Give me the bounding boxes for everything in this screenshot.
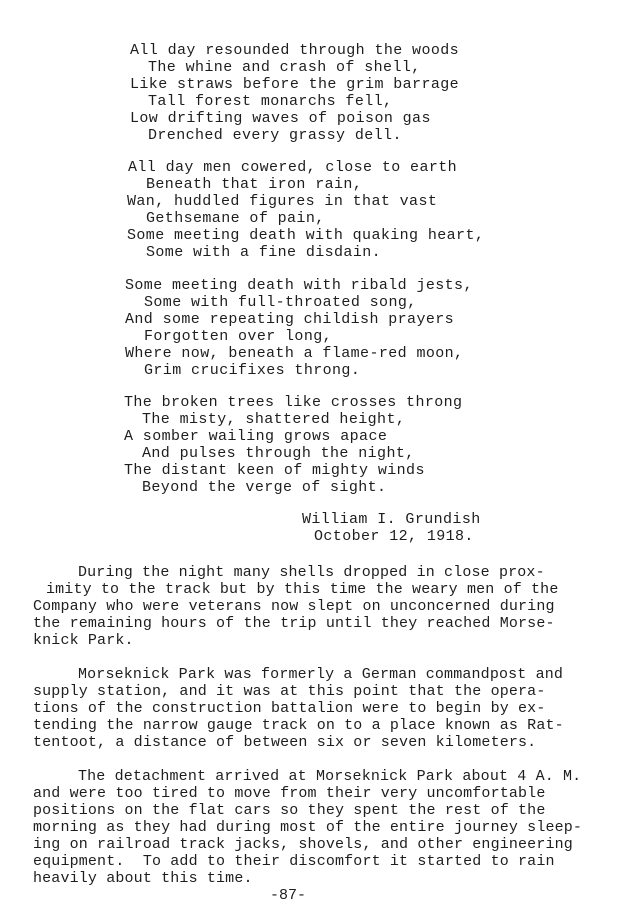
poem-line: Gethsemane of pain, xyxy=(146,210,325,227)
paragraph-line: positions on the flat cars so they spent the rest of the xyxy=(33,802,546,819)
poem-line: Tall forest monarchs fell, xyxy=(148,93,393,110)
poem-line: A somber wailing grows apace xyxy=(124,428,388,445)
page-number: -87- xyxy=(270,887,307,904)
paragraph-line: heavily about this time. xyxy=(33,870,253,887)
paragraph-line: the remaining hours of the trip until they reached Morse- xyxy=(33,615,555,632)
poem-line: Beyond the verge of sight. xyxy=(142,479,387,496)
paragraph-line: tending the narrow gauge track on to a place known as Rat- xyxy=(33,717,564,734)
poem-line: Where now, beneath a flame-red moon, xyxy=(125,345,464,362)
paragraph-line: tions of the construction battalion were to begin by ex- xyxy=(33,700,546,717)
poem-line: Some with full-throated song, xyxy=(144,294,417,311)
poem-line: The misty, shattered height, xyxy=(142,411,406,428)
poem-line: The distant keen of mighty winds xyxy=(124,462,425,479)
paragraph-line: equipment. To add to their discomfort it started to rain xyxy=(33,853,555,870)
poem-line: And pulses through the night, xyxy=(142,445,415,462)
paragraph-line: The detachment arrived at Morseknick Park about 4 A. M. xyxy=(78,768,582,785)
poem-line: Some meeting death with ribald jests, xyxy=(125,277,473,294)
poem-line: Like straws before the grim barrage xyxy=(130,76,460,93)
poem-line: Some with a fine disdain. xyxy=(146,244,382,261)
paragraph-line: and were too tired to move from their very uncomfortable xyxy=(33,785,546,802)
poem-line: And some repeating childish prayers xyxy=(125,311,455,328)
poem-line: All day resounded through the woods xyxy=(130,42,460,59)
paragraph-line: During the night many shells dropped in close prox- xyxy=(78,564,545,581)
poem-line: Low drifting waves of poison gas xyxy=(130,110,431,127)
poem-line: The whine and crash of shell, xyxy=(148,59,421,76)
poem-line: The broken trees like crosses throng xyxy=(124,394,463,411)
poem-date: October 12, 1918. xyxy=(314,528,474,545)
paragraph-line: imity to the track but by this time the weary men of the xyxy=(46,581,559,598)
poem-line: Beneath that iron rain, xyxy=(146,176,363,193)
poem-line: Grim crucifixes throng. xyxy=(144,362,361,379)
paragraph-line: morning as they had during most of the entire journey sleep- xyxy=(33,819,583,836)
paragraph-line: ing on railroad track jacks, shovels, and other engineering xyxy=(33,836,573,853)
poem-line: Wan, huddled figures in that vast xyxy=(127,193,438,210)
paragraph-line: Morseknick Park was formerly a German commandpost and xyxy=(78,666,564,683)
paragraph-line: Company who were veterans now slept on unconcerned during xyxy=(33,598,555,615)
poem-line: Drenched every grassy dell. xyxy=(148,127,402,144)
poem-line: Forgotten over long, xyxy=(144,328,333,345)
paragraph-line: supply station, and it was at this point that the opera- xyxy=(33,683,546,700)
poem-line: All day men cowered, close to earth xyxy=(128,159,458,176)
poem-author: William I. Grundish xyxy=(302,511,481,528)
paragraph-line: knick Park. xyxy=(33,632,134,649)
paragraph-line: tentoot, a distance of between six or seven kilometers. xyxy=(33,734,537,751)
poem-line: Some meeting death with quaking heart, xyxy=(127,227,485,244)
